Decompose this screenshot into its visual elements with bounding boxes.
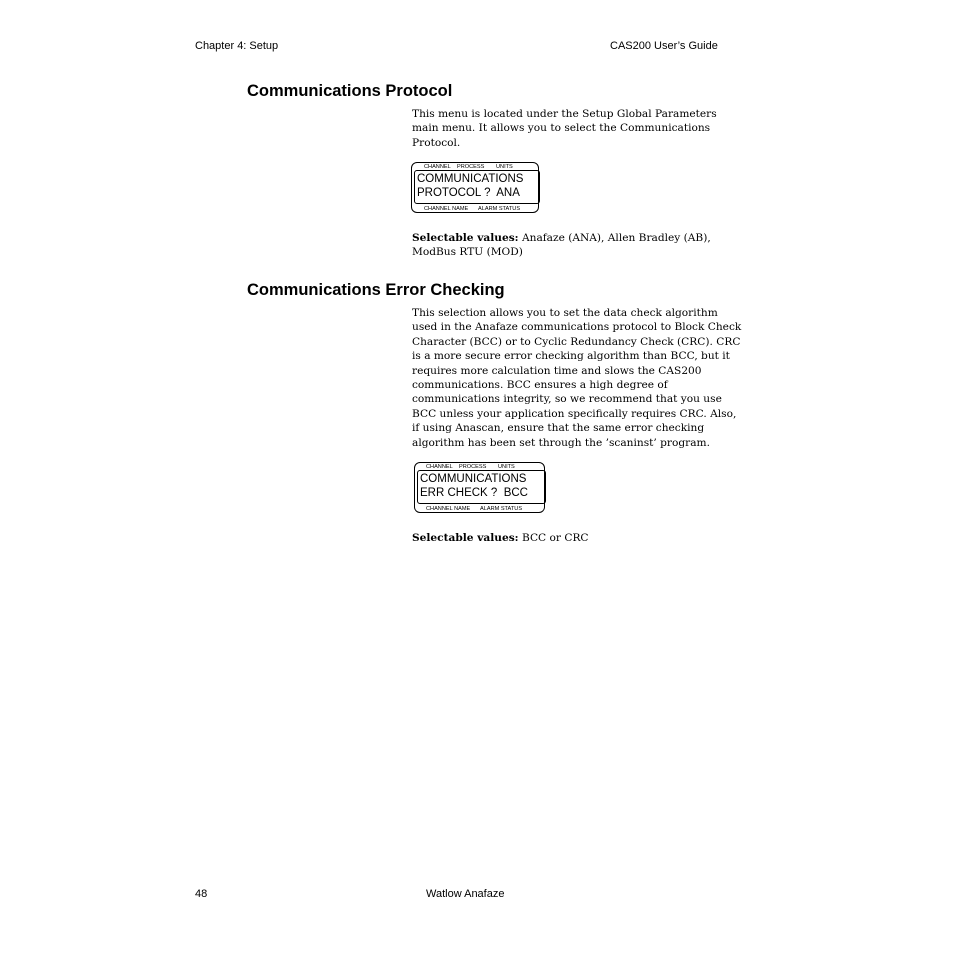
lcd-screen [417,470,546,504]
lcd-line-1: COMMUNICATIONS [417,173,524,185]
running-header-guide-title: CAS200 User’s Guide [610,40,718,52]
lcd-line-1: COMMUNICATIONS [420,473,527,485]
page-number: 48 [195,888,208,900]
lcd-screen [414,170,540,204]
lcd-display-protocol [411,162,539,213]
lcd-line-2: ERR CHECK ? BCC [420,487,528,499]
lcd-label-channel-name: CHANNEL NAME [426,506,471,512]
selectable-values-text: Anafaze (ANA), Allen Bradley (AB), ModBus RTU (MOD) [412,232,711,259]
selectable-values-text: BCC or CRC [521,532,589,544]
lcd-label-channel: CHANNEL [424,164,451,170]
lcd-label-process: PROCESS [459,464,487,470]
section-heading-communications-error-checking: Communications Error Checking [247,281,505,299]
lcd-label-units: UNITS [496,164,513,170]
running-header-chapter: Chapter 4: Setup [195,40,279,52]
lcd-line-2: PROTOCOL ? ANA [417,187,520,199]
lcd-label-process: PROCESS [457,164,485,170]
footer-publisher: Watlow Anafaze [426,888,505,900]
protocol-description: This menu is located under the Setup Global Parameters main menu. It allows you to select the Communications Protocol. [412,108,717,149]
section-heading-communications-protocol: Communications Protocol [247,82,453,100]
lcd-label-units: UNITS [498,464,515,470]
selectable-values-label: Selectable values: [412,232,519,244]
lcd-display-error-check [414,462,545,513]
lcd-label-alarm-status: ALARM STATUS [478,206,521,212]
lcd-label-channel: CHANNEL [426,464,453,470]
protocol-selectable-values [412,231,742,260]
selectable-values-label: Selectable values: [412,532,519,544]
lcd-label-channel-name: CHANNEL NAME [424,206,469,212]
error-checking-selectable-values [412,531,742,545]
error-checking-description: This selection allows you to set the data check algorithm used in the Anafaze communications protocol to Block Check Character (BCC) or to Cyclic Redundancy Check (CRC). CRC is a more secure error checking algorithm than BCC, but it requires more calculation time and slows the CAS200 communications. BCC ensures a high degree of communications integrity, so we recommend that you use BCC unless your application specifically requires CRC. Also, if using Anascan, ensure that the same error checking algorithm has been set through the ’scaninst’ program. [412,307,742,449]
lcd-label-alarm-status: ALARM STATUS [480,506,523,512]
